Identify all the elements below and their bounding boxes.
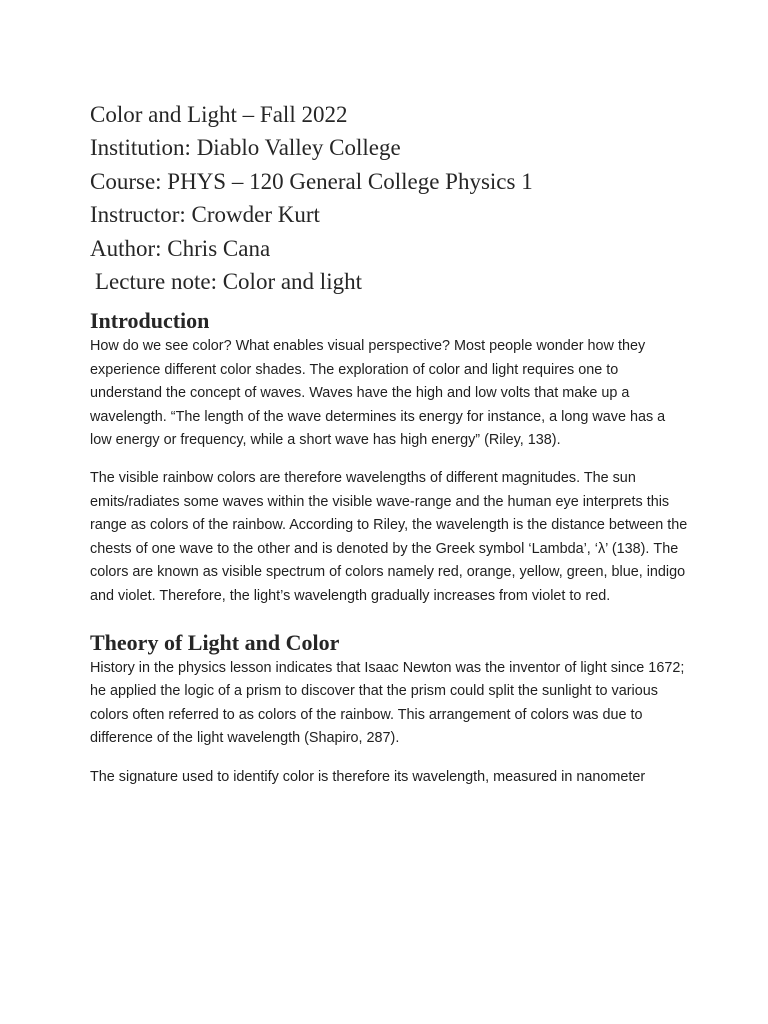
header-institution: Institution: Diablo Valley College bbox=[90, 135, 401, 161]
paragraph: How do we see color? What enables visual perspective? Most people wonder how they experience different color shades. The exploration of color and light requires one to understand the concept of waves. Waves have the high and low volts that make up a wavelength. “The length of the wave determines its energy for instance, a long wave has a low energy or frequency, while a short wave has high energy” (Riley, 138). bbox=[90, 338, 666, 449]
section-heading: Theory of Light and Color bbox=[90, 629, 340, 655]
section-theory bbox=[90, 629, 690, 789]
header-lecture-note: Lecture note: Color and light bbox=[95, 269, 362, 295]
document-page bbox=[90, 98, 690, 789]
section-heading: Introduction bbox=[90, 308, 210, 334]
paragraph: The visible rainbow colors are therefore wavelengths of different magnitudes. The sun emits/radiates some waves within the visible wave-range and the human eye interprets this range as colors of the rainbow. According to Riley, the wavelength is the distance between the chests of one wave to the other and is denoted by the Greek symbol ‘Lambda’, ‘λ’ (138). The colors are known as visible spectrum of colors namely red, orange, yellow, green, blue, indigo and violet. Therefore, the light’s wavelength gradually increases from violet to red. bbox=[90, 470, 688, 604]
header-course: Course: PHYS – 120 General College Physics 1 bbox=[90, 168, 533, 194]
document-header bbox=[90, 98, 690, 298]
paragraph: History in the physics lesson indicates that Isaac Newton was the inventor of light since 1672; he applied the logic of a prism to discover that the prism could split the sunlight to various colors often referred to as colors of the rainbow. This arrangement of colors was due to difference of the light wavelength (Shapiro, 287). bbox=[90, 659, 685, 747]
header-title: Color and Light – Fall 2022 bbox=[90, 102, 348, 127]
section-introduction bbox=[90, 307, 690, 607]
header-author: Author: Chris Cana bbox=[90, 235, 271, 261]
paragraph: The signature used to identify color is therefore its wavelength, measured in nanometer bbox=[90, 768, 646, 785]
header-instructor: Instructor: Crowder Kurt bbox=[90, 202, 320, 228]
